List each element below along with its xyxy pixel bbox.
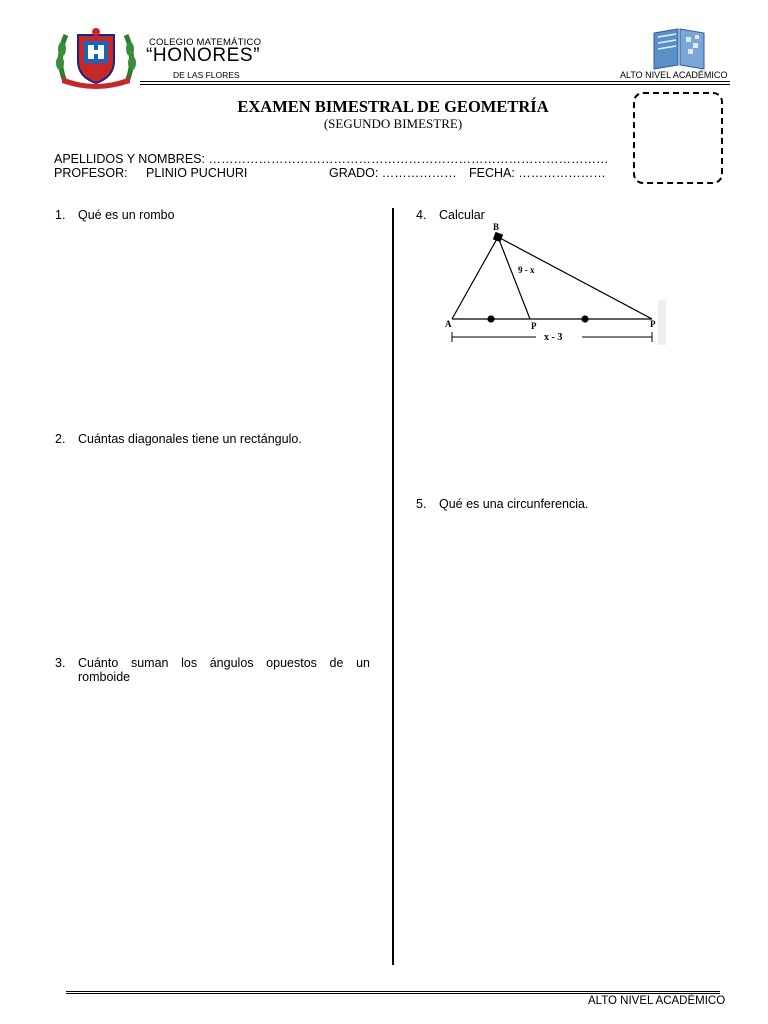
photo-box bbox=[633, 92, 723, 184]
midpoint-dot-1 bbox=[487, 315, 494, 322]
grade-field[interactable]: GRADO: ……………… bbox=[329, 166, 457, 180]
question-3-text-line1: Cuánto suman los ángulos opuestos de un bbox=[78, 656, 370, 670]
date-field[interactable]: FECHA: ………………… bbox=[469, 166, 606, 180]
question-2-number: 2. bbox=[55, 432, 66, 446]
footer-rule-double bbox=[66, 993, 720, 994]
label-p-right: P bbox=[650, 319, 656, 329]
side-bp bbox=[498, 237, 652, 319]
question-5-number: 5. bbox=[416, 497, 427, 511]
label-p-middle: P bbox=[531, 321, 537, 331]
right-angle-mark bbox=[493, 232, 503, 242]
header-rule-double bbox=[140, 84, 730, 85]
label-b: B bbox=[493, 222, 500, 232]
header-rule bbox=[140, 81, 730, 82]
figure-edge-shade bbox=[658, 300, 666, 345]
question-2-text: Cuántas diagonales tiene un rectángulo. bbox=[78, 432, 302, 446]
label-a: A bbox=[445, 319, 452, 329]
names-field[interactable]: APELLIDOS Y NOMBRES: …………………………………………………………………………………… bbox=[54, 152, 609, 166]
footer-rule bbox=[66, 991, 720, 992]
question-3-text-line2: romboide bbox=[78, 670, 131, 684]
question-1-number: 1. bbox=[55, 208, 66, 222]
question-3-number: 3. bbox=[55, 656, 66, 670]
teacher-name: PLINIO PUCHURI bbox=[146, 166, 248, 180]
exam-subtitle: (SEGUNDO BIMESTRE) bbox=[323, 116, 463, 131]
question-4-text: Calcular bbox=[439, 208, 485, 222]
question-4-number: 4. bbox=[416, 208, 427, 222]
open-book-logo bbox=[650, 25, 708, 71]
header-slogan: ALTO NIVEL ACADÉMICO bbox=[620, 70, 728, 80]
exam-title: EXAMEN BIMESTRAL DE GEOMETRÍA bbox=[237, 97, 549, 116]
triangle-figure bbox=[440, 218, 666, 348]
midpoint-dot-2 bbox=[581, 315, 588, 322]
segment-bp bbox=[498, 237, 530, 319]
teacher-label: PROFESOR: bbox=[54, 166, 128, 180]
question-1-text: Qué es un rombo bbox=[78, 208, 175, 222]
footer-slogan: ALTO NIVEL ACADÉMICO bbox=[588, 995, 726, 1007]
side-ab bbox=[452, 237, 498, 319]
coat-of-arms-logo bbox=[54, 27, 138, 89]
school-location: DE LAS FLORES bbox=[173, 70, 240, 80]
school-name: “HONORES” bbox=[146, 45, 261, 66]
question-5-text: Qué es una circunferencia. bbox=[439, 497, 589, 511]
school-line1: COLEGIO MATEMÁTICO bbox=[149, 37, 262, 48]
column-divider bbox=[392, 208, 394, 965]
base-label: x - 3 bbox=[544, 332, 563, 343]
segment-label: 9 - x bbox=[518, 265, 535, 275]
